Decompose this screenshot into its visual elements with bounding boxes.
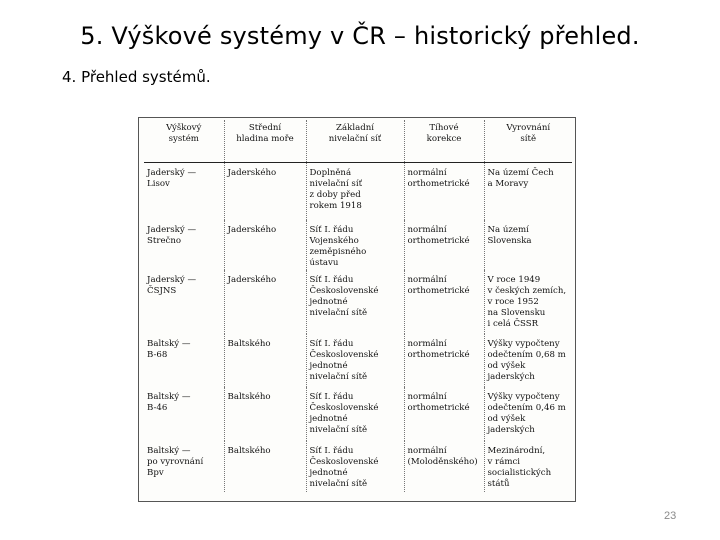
table-row (144, 334, 572, 387)
table-cell: normální orthometrické (404, 220, 484, 270)
table-cell: Na území Čech a Moravy (487, 168, 554, 189)
slide-title: 5. Výškové systémy v ČR – historický přehled. (80, 22, 640, 50)
table-cell: Jaderského (224, 270, 306, 334)
table-cell: Síť I. řádu Československé jednotné nivelační sítě (306, 334, 404, 387)
slide-subtitle: 4. Přehled systémů. (62, 68, 211, 86)
table-cell: Baltského (224, 334, 306, 387)
table-cell: Síť I. řádu Vojenského zeměpisného ústavu (306, 220, 404, 270)
table-cell: Baltský — B-68 (144, 334, 224, 387)
table-cell: Baltský — B-46 (144, 387, 224, 441)
header-gravity-corrections: Tíhové korekce (404, 120, 484, 163)
table-header-row (144, 120, 572, 163)
table-cell: Doplněná nivelační síť z doby před rokem 1918 (306, 163, 404, 221)
table-row (144, 387, 572, 441)
table-cell: Jaderského (224, 163, 306, 221)
table-cell: Výšky vypočteny odečtením 0,46 m od výšek jaderských (487, 392, 566, 435)
table-cell: normální (Moloděnského) (404, 441, 484, 492)
table-cell: Jaderského (224, 220, 306, 270)
table-cell: Výšky vypočteny odečtením 0,68 m od výšek jaderských (487, 339, 566, 382)
table-cell: Jaderský — ČSJNS (144, 270, 224, 334)
table-cell: Mezinárodní, v rámci socialistických států (487, 446, 552, 489)
header-network-adjustment: Vyrovnání sítě (484, 120, 572, 163)
table-cell: V roce 1949 v českých zemích, v roce 1952 na Slovensku i celá ČSSR (487, 275, 567, 329)
table-cell: Baltský — po vyrovnání Bpv (144, 441, 224, 492)
table-cell: Síť I. řádu Československé jednotné nivelační sítě (306, 441, 404, 492)
table-cell: Na území Slovenska (487, 225, 532, 246)
table-cell: Baltského (224, 387, 306, 441)
table-cell: Baltského (224, 441, 306, 492)
header-height-system: Výškový systém (144, 120, 224, 163)
table-cell: normální orthometrické (404, 270, 484, 334)
table-row (144, 441, 572, 492)
header-leveling-network: Základní nivelační síť (306, 120, 404, 163)
header-mean-sea-level: Střední hladina moře (224, 120, 306, 163)
table-row (144, 163, 572, 221)
table-row (144, 270, 572, 334)
table-cell: Síť I. řádu Československé jednotné nivelační sítě (306, 270, 404, 334)
height-systems-table (144, 120, 572, 492)
table-cell: normální orthometrické (404, 387, 484, 441)
table-cell: Síť I. řádu Československé jednotné nivelační sítě (306, 387, 404, 441)
table-cell: normální orthometrické (404, 334, 484, 387)
table-cell: normální orthometrické (404, 163, 484, 221)
table-row (144, 220, 572, 270)
table-cell: Jaderský — Strečno (144, 220, 224, 270)
table-cell: Jaderský — Lisov (144, 163, 224, 221)
page-number: 23 (664, 510, 677, 522)
